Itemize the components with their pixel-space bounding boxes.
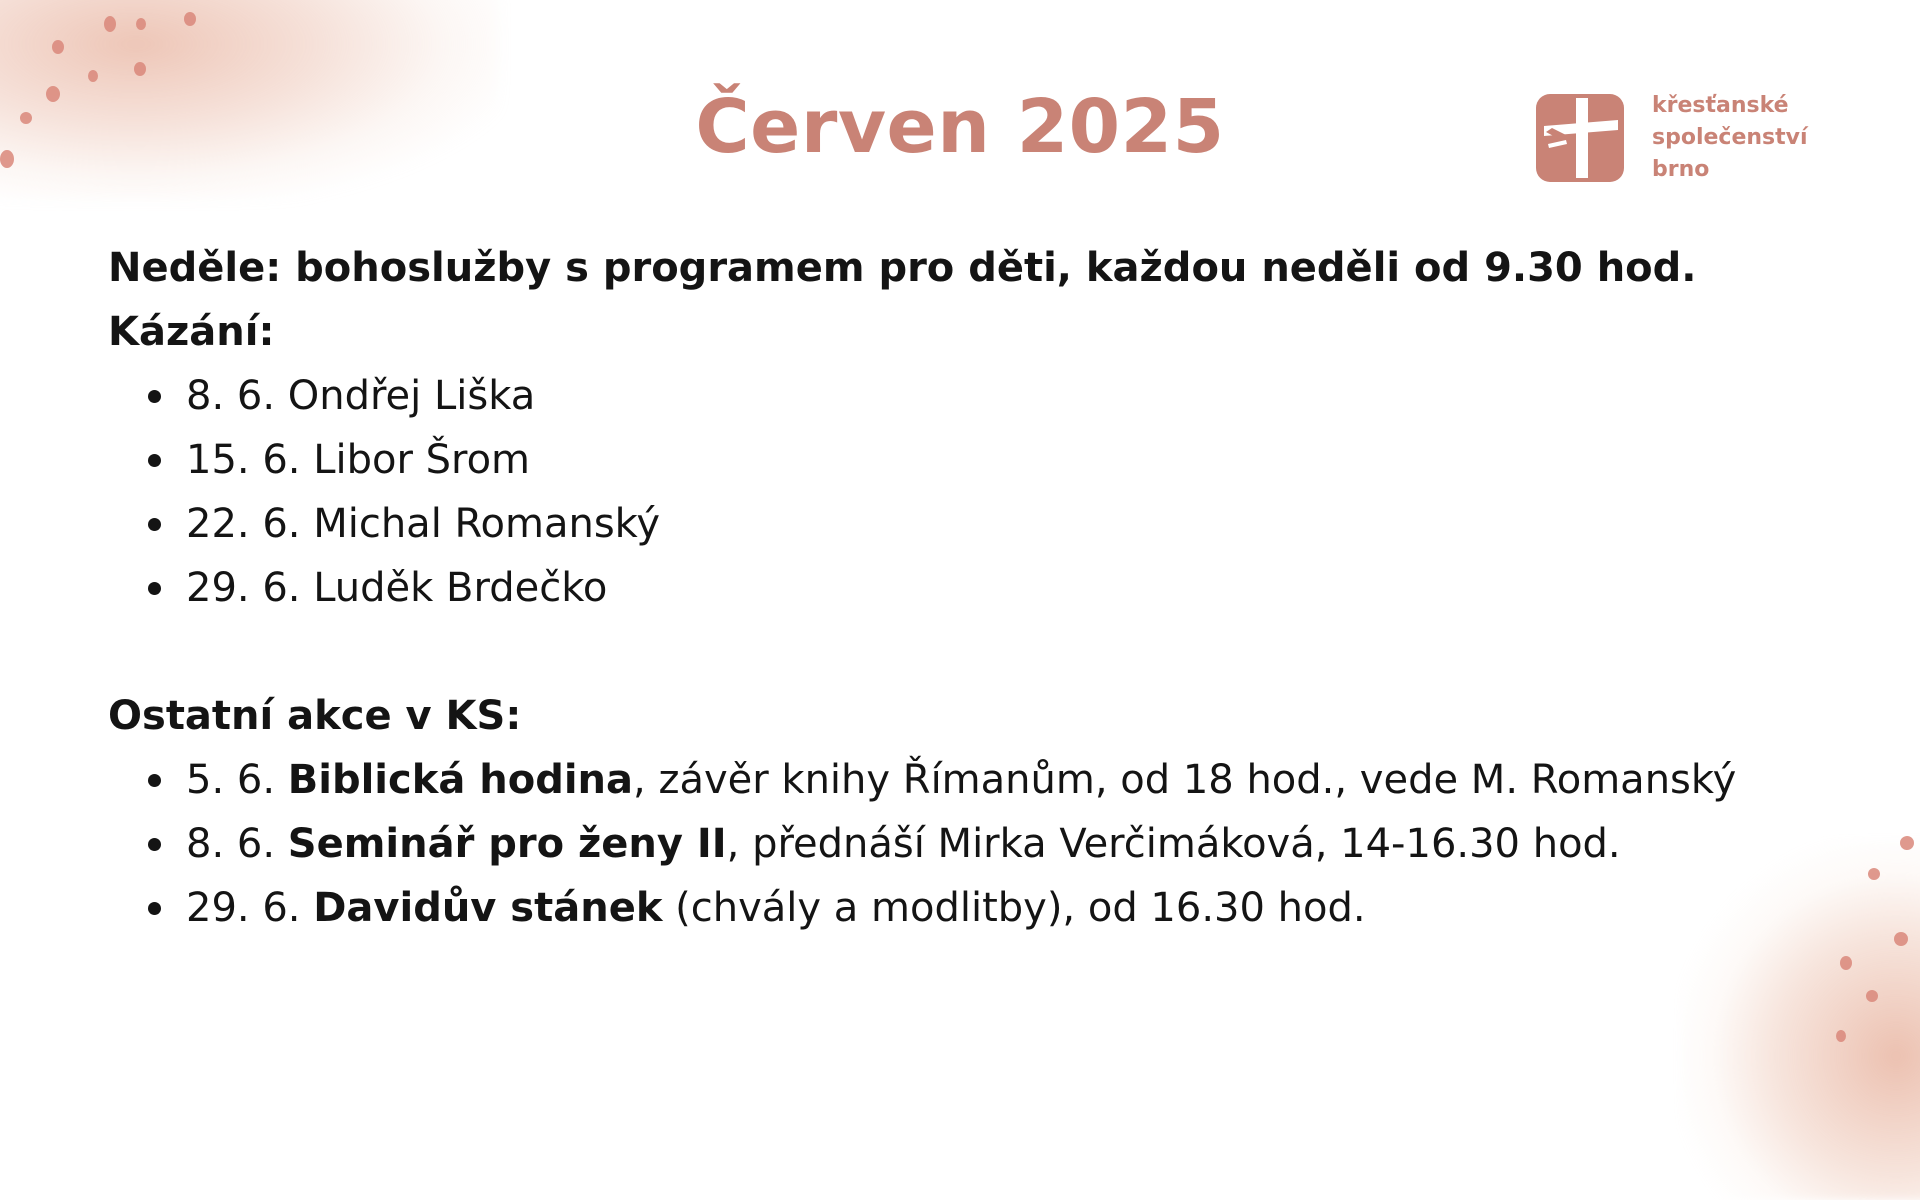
event-name: Seminář pro ženy II (287, 821, 727, 867)
spacer (108, 620, 1848, 684)
event-date: 5. 6. (186, 757, 288, 803)
event-date: 29. 6. (186, 885, 314, 931)
sermons-heading: Kázání: (108, 309, 275, 355)
event-date: 8. 6. (186, 821, 288, 867)
event-detail: , přednáší Mirka Verčimáková, 14-16.30 hod. (726, 821, 1621, 867)
events-list (108, 748, 1848, 940)
list-item (186, 748, 1848, 812)
list-item: 22. 6. Michal Romanský (186, 492, 1848, 556)
list-item: 8. 6. Ondřej Liška (186, 364, 1848, 428)
events-heading: Ostatní akce v KS: (108, 693, 522, 739)
event-name: Biblická hodina (287, 757, 634, 803)
list-item (186, 876, 1848, 940)
list-item: 29. 6. Luděk Brdečko (186, 556, 1848, 620)
announcement-content (108, 236, 1848, 940)
list-item: 15. 6. Libor Šrom (186, 428, 1848, 492)
sermons-list (108, 364, 1848, 620)
logo-text (1652, 90, 1808, 186)
sunday-services-line: Neděle: bohoslužby s programem pro děti, každou neděli od 9.30 hod. (108, 245, 1697, 291)
event-detail: (chvály a modlitby), od 16.30 hod. (662, 885, 1366, 931)
event-name: Davidův stánek (313, 885, 663, 931)
organization-logo (1536, 90, 1896, 190)
logo-text-line: společenství (1652, 125, 1808, 150)
logo-text-line: křesťanské (1652, 93, 1789, 118)
logo-text-line: brno (1652, 157, 1710, 182)
list-item (186, 812, 1848, 876)
event-detail: , závěr knihy Římanům, od 18 hod., vede M. Romanský (633, 757, 1737, 803)
cross-logo-icon (1536, 94, 1624, 182)
page-title: Červen 2025 (695, 84, 1225, 170)
